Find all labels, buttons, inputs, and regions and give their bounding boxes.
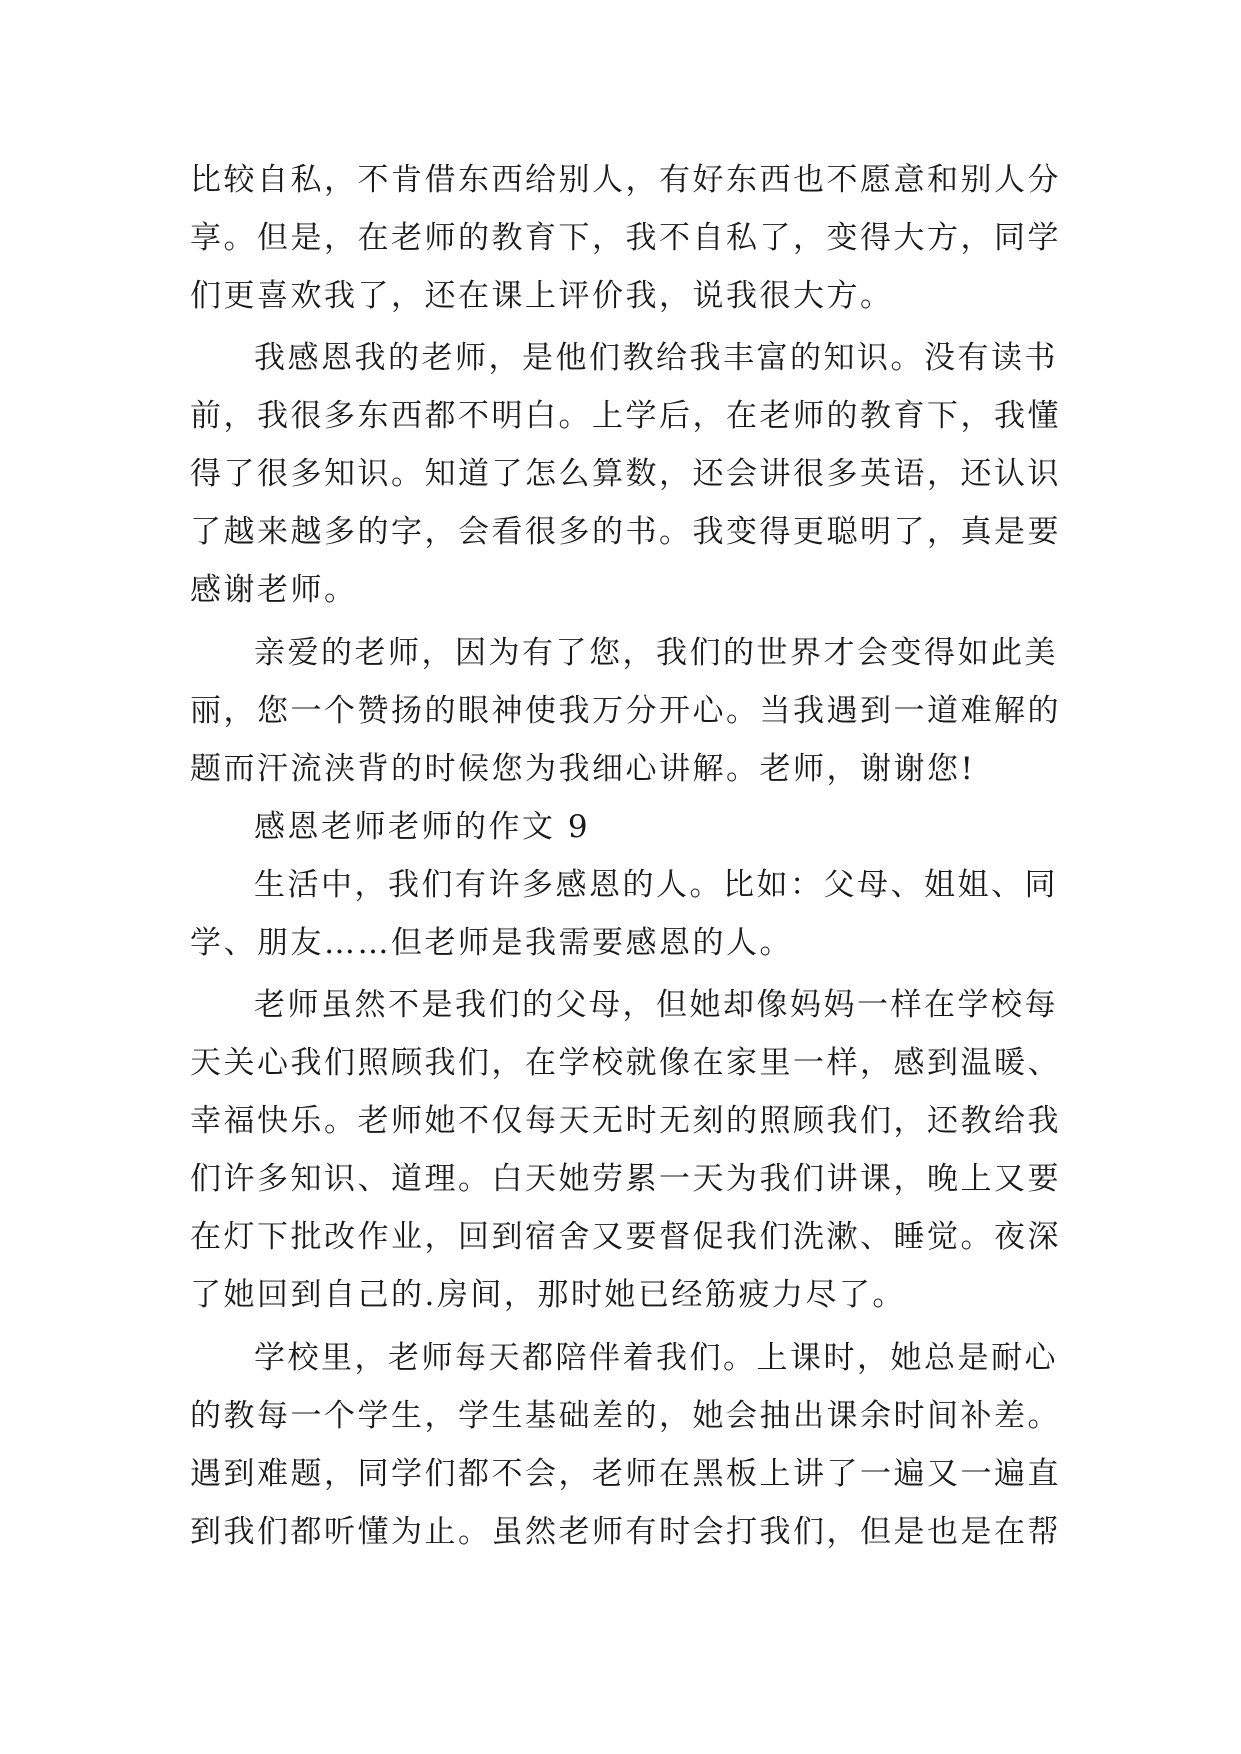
- text-line-1: 比较自私，不肯借东西给别人，有好东西也不愿意和别人分: [190, 162, 1061, 198]
- text-line-23: 遇到难题，同学们都不会，老师在黑板上讲了一遍又一遍直: [190, 1456, 1061, 1492]
- section-heading: 感恩老师老师的作文 9: [254, 809, 591, 845]
- text-line-20: 了她回到自己的.房间，那时她已经筋疲力尽了。: [190, 1277, 906, 1313]
- text-line-4: 我感恩我的老师，是他们教给我丰富的知识。没有读书: [254, 340, 1058, 376]
- text-line-22: 的教每一个学生，学生基础差的，她会抽出课余时间补差。: [190, 1398, 1061, 1434]
- text-line-16: 天关心我们照顾我们，在学校就像在家里一样，感到温暖、: [190, 1045, 1061, 1081]
- text-line-21: 学校里，老师每天都陪伴着我们。上课时，她总是耐心: [254, 1340, 1058, 1376]
- text-line-14: 学、朋友……但老师是我需要感恩的人。: [190, 925, 793, 961]
- text-line-7: 了越来越多的字，会看很多的书。我变得更聪明了，真是要: [190, 514, 1061, 550]
- text-line-24: 到我们都听懂为止。虽然老师有时会打我们，但是也是在帮: [190, 1514, 1061, 1550]
- text-line-8: 感谢老师。: [190, 572, 358, 608]
- text-line-13: 生活中，我们有许多感恩的人。比如：父母、姐姐、同: [254, 867, 1058, 903]
- text-line-5: 前，我很多东西都不明白。上学后，在老师的教育下，我懂: [190, 398, 1061, 434]
- text-line-2: 享。但是，在老师的教育下，我不自私了，变得大方，同学: [190, 220, 1061, 256]
- text-line-9: 亲爱的老师，因为有了您，我们的世界才会变得如此美: [254, 635, 1058, 671]
- text-line-19: 在灯下批改作业，回到宿舍又要督促我们洗漱、睡觉。夜深: [190, 1219, 1061, 1255]
- text-line-15: 老师虽然不是我们的父母，但她却像妈妈一样在学校每: [254, 987, 1058, 1023]
- text-line-10: 丽，您一个赞扬的眼神使我万分开心。当我遇到一道难解的: [190, 693, 1061, 729]
- text-line-18: 们许多知识、道理。白天她劳累一天为我们讲课，晚上又要: [190, 1161, 1061, 1197]
- text-line-17: 幸福快乐。老师她不仅每天无时无刻的照顾我们，还教给我: [190, 1103, 1061, 1139]
- text-line-11: 题而汗流浃背的时候您为我细心讲解。老师，谢谢您!: [190, 751, 976, 787]
- text-line-6: 得了很多知识。知道了怎么算数，还会讲很多英语，还认识: [190, 456, 1061, 492]
- text-line-3: 们更喜欢我了，还在课上评价我，说我很大方。: [190, 278, 894, 314]
